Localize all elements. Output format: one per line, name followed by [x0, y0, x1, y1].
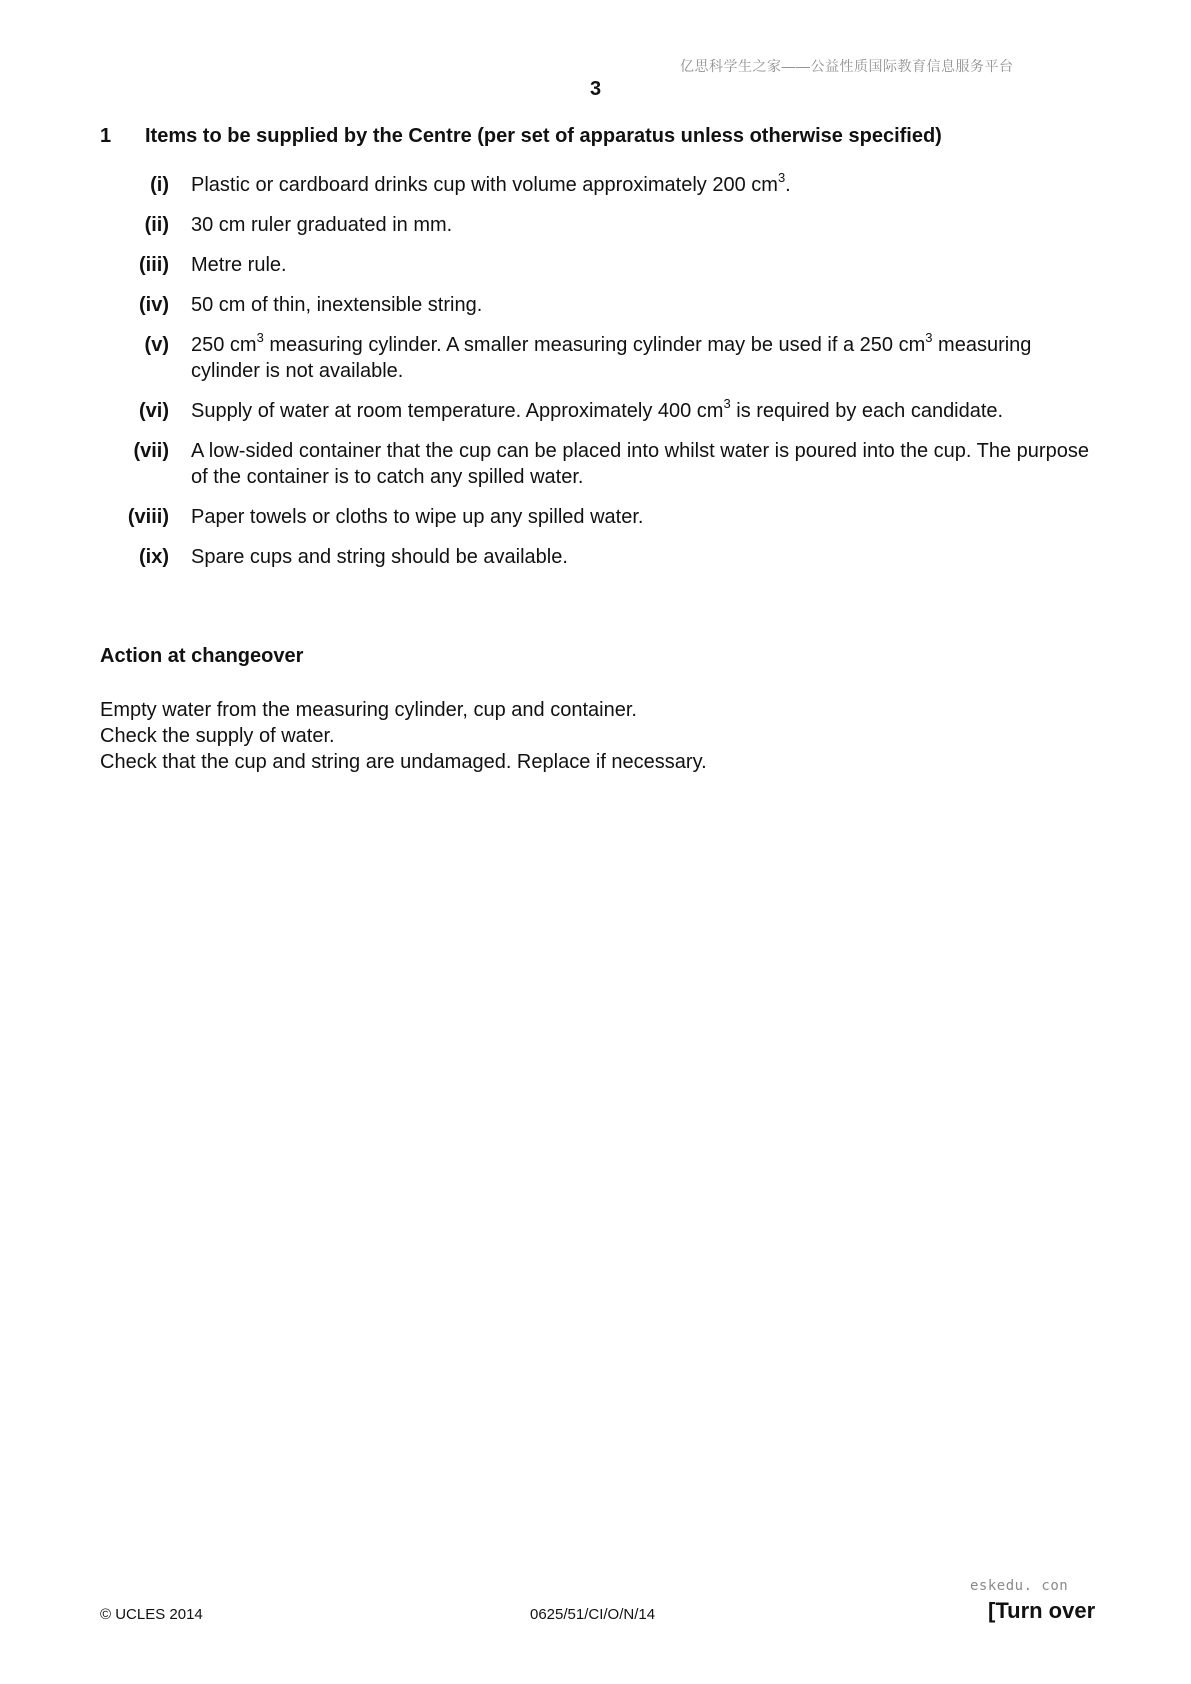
item-label: (vii)	[133, 440, 169, 462]
item-label: (ii)	[144, 214, 169, 236]
section-title: Items to be supplied by the Centre (per set of apparatus unless otherwise specified)	[145, 125, 942, 147]
item-text: Plastic or cardboard drinks cup with volume approximately 200 $cm^3$.	[191, 170, 791, 196]
item-text: Metre rule.	[191, 254, 287, 276]
item-label: (iv)	[139, 294, 169, 316]
item-text: 30 cm ruler graduated in mm.	[191, 214, 453, 236]
superscript: 3	[723, 396, 731, 412]
header-watermark: 亿思科学生之家——公益性质国际教育信息服务平台	[680, 58, 1014, 74]
action-line: Check that the cup and string are undamaged. Replace if necessary.	[100, 751, 707, 773]
item-text: Paper towels or cloths to wipe up any spilled water.	[191, 506, 644, 528]
footer-copyright: © UCLES 2014	[100, 1606, 203, 1623]
turn-over-label: [Turn over	[988, 1598, 1096, 1623]
item-text: Spare cups and string should be available.	[191, 546, 568, 568]
superscript: 3	[925, 330, 933, 346]
item-text: A low-sided container that the cup can be placed into whilst water is poured into the cup. The purpose of the container is to catch any spilled water.	[191, 440, 1089, 488]
action-lines	[100, 697, 707, 775]
page-number: 3	[589, 78, 602, 100]
item-text: Supply of water at room temperature. Approximately 400 $cm^3$ is required by each candidate.	[191, 396, 1004, 422]
item-label: (viii)	[127, 506, 169, 528]
action-heading: Action at changeover	[100, 645, 304, 667]
item-label: (v)	[144, 334, 169, 356]
footer-code: 0625/51/CI/O/N/14	[530, 1606, 656, 1623]
item-label: (vi)	[139, 400, 169, 422]
item-text: 50 cm of thin, inextensible string.	[191, 294, 483, 316]
action-line: Check the supply of water.	[100, 725, 335, 747]
superscript: 3	[256, 330, 264, 346]
action-line: Empty water from the measuring cylinder, cup and container.	[100, 699, 637, 721]
superscript: 3	[777, 170, 786, 186]
item-label: (ix)	[139, 546, 169, 568]
item-text: 250 $cm^3$ measuring cylinder. A smaller measuring cylinder may be used if a 250 $cm^3$ measuring cylinder is not available.	[191, 330, 1032, 382]
item-label: (i)	[150, 174, 169, 196]
section-number: 1	[100, 125, 112, 147]
footer-watermark: eskedu. con	[970, 1578, 1069, 1594]
item-label: (iii)	[139, 254, 169, 276]
